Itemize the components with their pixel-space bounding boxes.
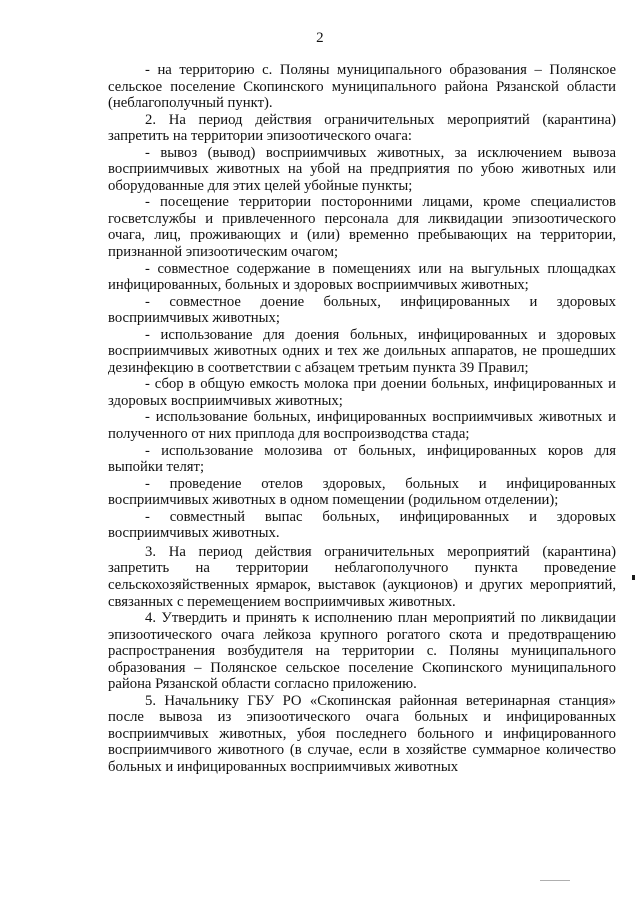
paragraph-ban-removal: - вывоз (вывод) восприимчивых животных, за исключением вывоза восприимчивых животных на убой на предприятия по убою животных или оборудованные для этих целей убойные пункты;	[108, 144, 616, 194]
paragraph-item-2: 2. На период действия ограничительных мероприятий (карантина) запретить на территории эпизоотического очага:	[108, 111, 616, 145]
paragraph-ban-shared-equipment: - использование для доения больных, инфицированных и здоровых восприимчивых животных одних и тех же доильных аппаратов, не прошедших дезинфекцию в соответствии с абзацем третьим пункта 39 Правил;	[108, 326, 616, 376]
page-number: 2	[316, 30, 324, 46]
paragraph-item-3: 3. На период действия ограничительных мероприятий (карантина) запретить на территории неблагополучного пункта проведение сельскохозяйственных ярмарок, выставок (аукционов) и других мероприятий, связанных с перемещением восприимчивых животных.	[108, 543, 616, 610]
paragraph-ban-joint-housing: - совместное содержание в помещениях или на выгульных площадках инфицированных, больных и здоровых восприимчивых животных;	[108, 260, 616, 294]
paragraph-ban-breeding-use: - использование больных, инфицированных восприимчивых животных и полученного от них приплода для воспроизводства стада;	[108, 409, 616, 443]
paragraph-ban-colostrum: - использование молозива от больных, инфицированных коров для выпойки телят;	[108, 442, 616, 476]
document-body	[108, 62, 616, 776]
paragraph-item-4: 4. Утвердить и принять к исполнению план мероприятий по ликвидации эпизоотического очага лейкоза крупного рогатого скота и предотвращению распространения возбудителя на территории с. Поляны муниципального образования – Полянское сельское поселение Скопинского муниципального района Рязанской области согласно приложению.	[108, 610, 616, 693]
paragraph-ban-calving: - проведение отелов здоровых, больных и инфицированных восприимчивых животных в одном помещении (родильном отделении);	[108, 475, 616, 509]
scan-artifact-line	[540, 880, 570, 881]
scan-artifact-mark	[632, 575, 635, 580]
paragraph-territory: - на территорию с. Поляны муниципального образования – Полянское сельское поселение Скопинского муниципального района Рязанской области (неблагополучный пункт).	[108, 62, 616, 112]
paragraph-ban-grazing: - совместный выпас больных, инфицированных и здоровых восприимчивых животных.	[108, 508, 616, 542]
paragraph-ban-joint-milking: - совместное доение больных, инфицированных и здоровых восприимчивых животных;	[108, 293, 616, 327]
paragraph-item-5: 5. Начальнику ГБУ РО «Скопинская районная ветеринарная станция» после вывоза из эпизоотического очага больных и инфицированных восприимчивых животных, убоя последнего больного и инфицированного восприимчивого животного (в случае, если в хозяйстве суммарное количество больных и инфицированных восприимчивых животных	[108, 692, 616, 775]
paragraph-ban-visits: - посещение территории посторонними лицами, кроме специалистов госветслужбы и привлеченного персонала для ликвидации эпизоотического очага, лиц, проживающих и (или) временно пребывающих на территории, признанной эпизоотическим очагом;	[108, 194, 616, 261]
paragraph-ban-milk-collection: - сбор в общую емкость молока при доении больных, инфицированных и здоровых восприимчивых животных;	[108, 376, 616, 409]
